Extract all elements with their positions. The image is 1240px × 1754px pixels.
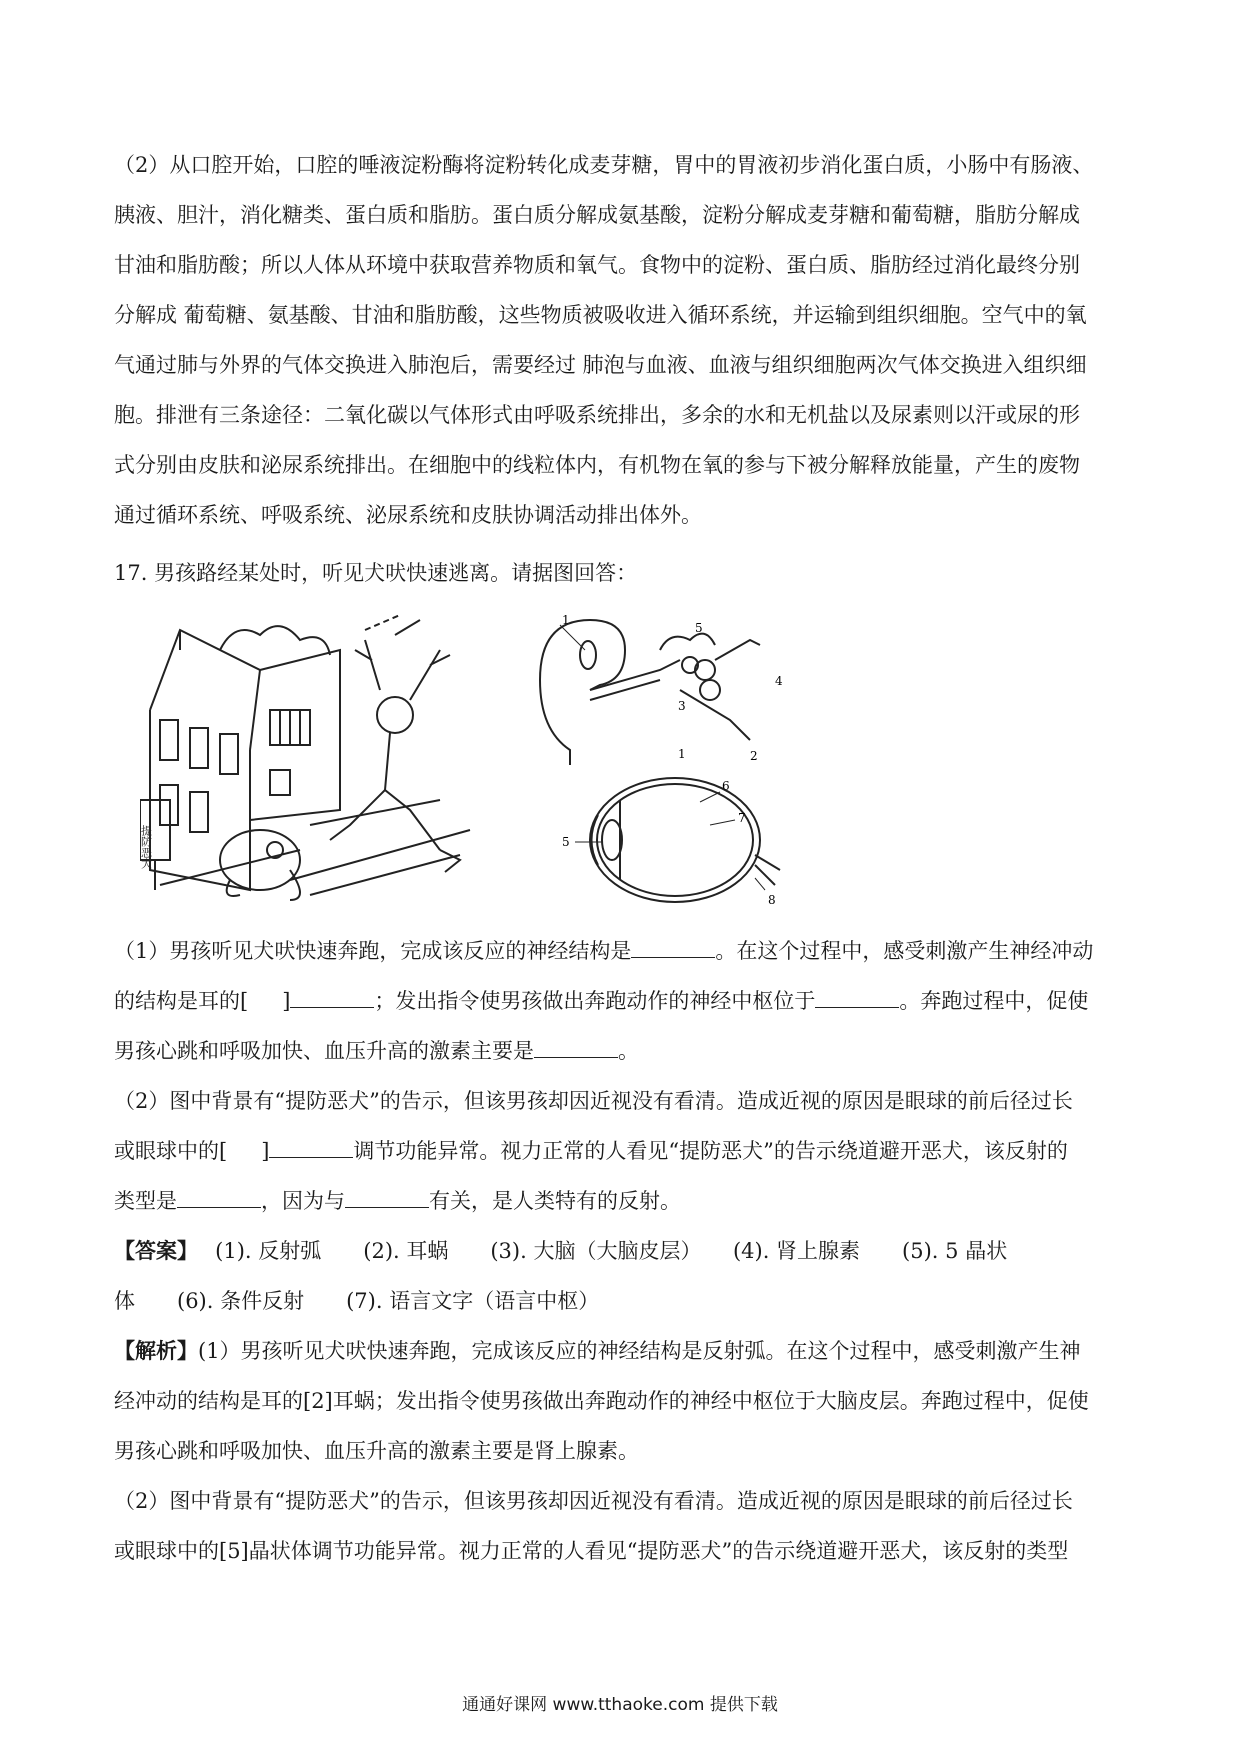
boy-dog-illustration (140, 610, 480, 910)
question-stem: 17. 男孩路经某处时，听见犬吠快速逃离。请据图回答： (114, 561, 638, 585)
answer-text: 体 (6). 条件反射 (7). 语言文字（语言中枢） (114, 1289, 600, 1313)
paragraph-line: 气通过肺与外界的气体交换进入肺泡后，需要经过 肺泡与血液、血液与组织细胞两次气体交换进入组织细 (114, 353, 1087, 377)
eye-label: 7 (738, 811, 746, 825)
question-text: ，因为与 (261, 1189, 345, 1213)
prev-answer-paragraph (114, 140, 1130, 540)
ear-structure-diagram (530, 610, 810, 770)
question-text: 的结构是耳的[ (114, 989, 249, 1013)
answer-blank[interactable] (345, 1187, 429, 1208)
eyeball-structure-diagram (560, 770, 790, 920)
question-text: ] (261, 1139, 270, 1163)
paragraph-line: （2）从口腔开始，口腔的唾液淀粉酶将淀粉转化成麦芽糖，胃中的胃液初步消化蛋白质，小肠中有肠液、 (114, 153, 1094, 177)
question-text: （1）男孩听见犬吠快速奔跑，完成该反应的神经结构是 (114, 939, 632, 963)
ear-label: 3 (678, 699, 686, 713)
analysis-text: 经冲动的结构是耳的[2]耳蜗；发出指令使男孩做出奔跑动作的神经中枢位于大脑皮层。奔跑过程中，促使 (114, 1389, 1089, 1413)
question-17-stem (114, 548, 1130, 598)
analysis-text: 男孩心跳和呼吸加快、血压升高的激素主要是肾上腺素。 (114, 1439, 639, 1463)
question-text: 。在这个过程中，感受刺激产生神经冲动 (715, 939, 1094, 963)
question-text: 有关，是人类特有的反射。 (429, 1189, 681, 1213)
analysis-section (114, 1326, 1130, 1576)
eye-label: 6 (722, 779, 730, 793)
paragraph-line: 分解成 葡萄糖、氨基酸、甘油和脂肪酸，这些物质被吸收进入循环系统，并运输到组织细胞。空气中的氧 (114, 303, 1087, 327)
paragraph-line: 甘油和脂肪酸；所以人体从环境中获取营养物质和氧气。食物中的淀粉、蛋白质、脂肪经过消化最终分别 (114, 253, 1080, 277)
answer-blank[interactable] (290, 987, 374, 1008)
question-text: 或眼球中的[ (114, 1139, 228, 1163)
eye-label: 8 (768, 893, 776, 907)
question-text: 类型是 (114, 1189, 177, 1213)
question-text: 。 (618, 1039, 639, 1063)
question-text: 。奔跑过程中，促使 (899, 989, 1089, 1013)
paragraph-line: 通过循环系统、呼吸系统、泌尿系统和皮肤协调活动排出体外。 (114, 503, 702, 527)
question-text: ] (282, 989, 291, 1013)
analysis-text: 或眼球中的[5]晶状体调节功能异常。视力正常的人看见“提防恶犬”的告示绕道避开恶犬，该反射的类型 (114, 1539, 1069, 1563)
analysis-text: (1）男孩听见犬吠快速奔跑，完成该反应的神经结构是反射弧。在这个过程中，感受刺激产生神 (198, 1339, 1081, 1363)
question-17-part-1 (114, 926, 1130, 1076)
ear-label: 1 (678, 747, 686, 761)
paragraph-line: 胞。排泄有三条途径：二氧化碳以气体形式由呼吸系统排出，多余的水和无机盐以及尿素则以汗或尿的形 (114, 403, 1080, 427)
eye-label: 5 (562, 835, 570, 849)
question-17-part-2 (114, 1076, 1130, 1226)
ear-label: 2 (750, 749, 758, 763)
page-footer: 通通好课网 www.tthaoke.com 提供下载 (462, 1695, 778, 1715)
question-text: （2）图中背景有“提防恶犬”的告示，但该男孩却因近视没有看清。造成近视的原因是眼球的前后径过长 (114, 1089, 1073, 1113)
analysis-text: （2）图中背景有“提防恶犬”的告示，但该男孩却因近视没有看清。造成近视的原因是眼球的前后径过长 (114, 1489, 1073, 1513)
ear-label: 5 (695, 621, 703, 635)
answer-label: 【答案】 (114, 1239, 188, 1263)
paragraph-line: 式分别由皮肤和泌尿系统排出。在细胞中的线粒体内，有机物在氧的参与下被分解释放能量，产生的废物 (114, 453, 1080, 477)
answer-blank[interactable] (177, 1187, 261, 1208)
question-text: 调节功能异常。视力正常的人看见“提防恶犬”的告示绕道避开恶犬，该反射的 (353, 1139, 1068, 1163)
answer-blank[interactable] (534, 1037, 618, 1058)
analysis-label: 【解析】 (114, 1339, 198, 1363)
answer-section (114, 1226, 1130, 1326)
answer-blank[interactable] (631, 937, 715, 958)
answer-text: (1). 反射弧 (2). 耳蜗 (3). 大脑（大脑皮层） (4). 肾上腺素 (5). 5 晶状 (187, 1239, 1008, 1263)
question-text: ；发出指令使男孩做出奔跑动作的神经中枢位于 (374, 989, 816, 1013)
answer-blank[interactable] (269, 1137, 353, 1158)
paragraph-line: 胰液、胆汁，消化糖类、蛋白质和脂肪。蛋白质分解成氨基酸，淀粉分解成麦芽糖和葡萄糖，脂肪分解成 (114, 203, 1080, 227)
answer-blank[interactable] (815, 987, 899, 1008)
warning-sign-text: 提防恶犬 (140, 825, 153, 869)
ear-label: 1 (562, 613, 570, 627)
ear-label: 4 (775, 674, 783, 688)
question-text: 男孩心跳和呼吸加快、血压升高的激素主要是 (114, 1039, 534, 1063)
